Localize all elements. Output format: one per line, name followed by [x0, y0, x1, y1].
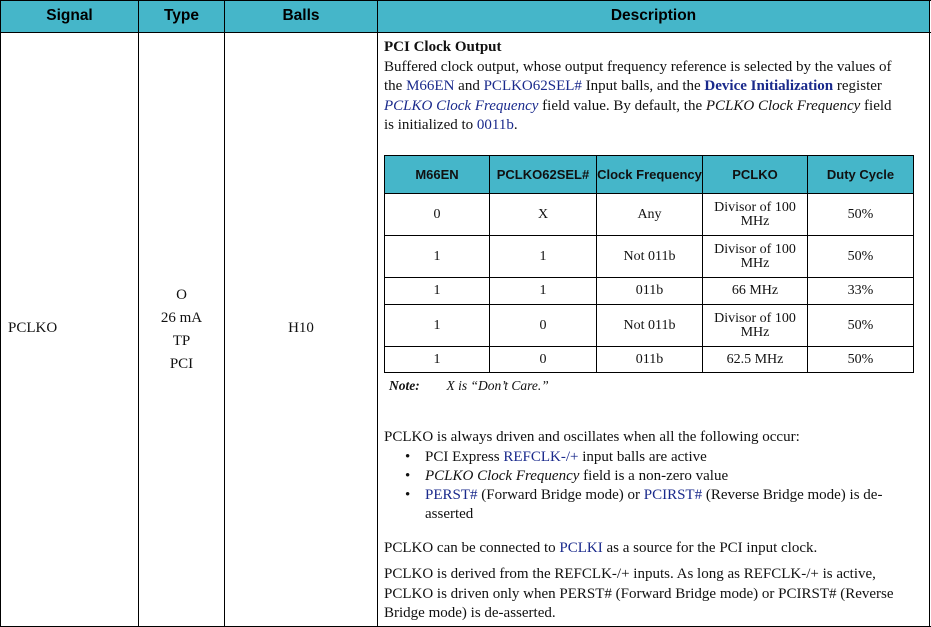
table-cell: 50%	[808, 305, 914, 347]
table-cell: Not 011b	[597, 236, 703, 278]
description-title: PCI Clock Output	[384, 39, 502, 55]
header-signal: Signal	[1, 0, 138, 32]
table-cell: 1	[385, 278, 490, 305]
header-description: Description	[378, 0, 929, 32]
grid-line	[0, 0, 1, 627]
table-cell: 50%	[808, 347, 914, 373]
derived-paragraph: PCLKO is derived from the REFCLK-/+ inputs. As long as REFCLK-/+ is active, PCLKO is driven only when PERST# (Forward Bridge mode) or PCIRST# (Reverse Bridge mode) is de-asserted.	[384, 566, 894, 621]
conditions-block	[384, 428, 904, 524]
pclki-link[interactable]: PCLKI	[559, 540, 603, 556]
table-cell: 011b	[597, 278, 703, 305]
grid-line	[224, 0, 225, 627]
default-value-link[interactable]: 0011b	[476, 117, 514, 133]
table-cell: Divisor of 100 MHz	[703, 194, 808, 236]
table-cell: 0	[490, 347, 597, 373]
m66en-link[interactable]: M66EN	[406, 78, 455, 94]
type-line: PCI	[169, 356, 194, 372]
table-cell: 33%	[808, 278, 914, 305]
table-cell: 62.5 MHz	[703, 347, 808, 373]
grid-line	[377, 0, 378, 627]
table-cell: 0	[385, 194, 490, 236]
balls-cell: H10	[288, 320, 314, 336]
description-intro	[384, 38, 904, 136]
note-label: Note:	[389, 378, 420, 393]
perst-link[interactable]: PERST#	[425, 486, 478, 503]
pclki-paragraph: PCLKO can be connected to PCLKI as a source for the PCI input clock.	[384, 540, 818, 556]
device-initialization-link[interactable]: Device Initialization	[704, 78, 834, 94]
grid-line	[0, 32, 931, 33]
header-balls: Balls	[225, 0, 377, 32]
pclki-paragraph-block	[384, 539, 904, 559]
note-text: X is “Don’t Care.”	[446, 378, 549, 393]
list-item: • PCLKO Clock Frequency field is a non-zero value	[405, 467, 729, 484]
derived-paragraph-block	[384, 565, 904, 624]
table-cell: 66 MHz	[703, 278, 808, 305]
table-row	[385, 236, 914, 278]
list-item: • PERST# (Forward Bridge mode) or PCIRST# (Reverse Bridge mode) is de-asserted	[405, 486, 883, 522]
table-cell: 1	[385, 236, 490, 278]
grid-line	[0, 0, 931, 1]
conditions-intro: PCLKO is always driven and oscillates when all the following occur:	[384, 429, 800, 445]
type-line: O	[176, 287, 187, 303]
table-header: PCLKO	[703, 156, 808, 194]
table-header: PCLKO62SEL#	[490, 156, 597, 194]
type-line: 26 mA	[160, 310, 203, 326]
table-row	[385, 347, 914, 373]
signal-cell: PCLKO	[8, 320, 58, 336]
table-cell: X	[490, 194, 597, 236]
table-cell: 011b	[597, 347, 703, 373]
description-paragraph: Buffered clock output, whose output frequency reference is selected by the values of the M66EN and PCLKO62SEL# Input balls, and the Device Initialization register PCLKO Clock Frequency field value. By default, the PCLKO Clock Frequency field is initialized to 0011b.	[384, 58, 892, 133]
conditions-list	[384, 448, 904, 524]
table-cell: 1	[385, 305, 490, 347]
table-cell: Divisor of 100 MHz	[703, 305, 808, 347]
grid-line	[929, 0, 930, 627]
table-row	[385, 305, 914, 347]
table-header: M66EN	[385, 156, 490, 194]
refclk-link[interactable]: REFCLK-/+	[503, 448, 579, 465]
table-header: Clock Frequency	[597, 156, 703, 194]
pclko62sel-link[interactable]: PCLKO62SEL#	[483, 78, 582, 94]
table-cell: Divisor of 100 MHz	[703, 236, 808, 278]
table-row	[385, 278, 914, 305]
header-type: Type	[139, 0, 224, 32]
table-cell: Not 011b	[597, 305, 703, 347]
clock-frequency-table	[384, 155, 914, 373]
table-cell: 0	[490, 305, 597, 347]
table-cell: 1	[490, 236, 597, 278]
pcirst-link[interactable]: PCIRST#	[643, 486, 703, 503]
type-line: TP	[172, 333, 191, 349]
table-header: Duty Cycle	[808, 156, 914, 194]
table-cell: Any	[597, 194, 703, 236]
table-cell: 1	[490, 278, 597, 305]
table-row	[385, 194, 914, 236]
type-cell	[139, 284, 224, 376]
pclko-clock-frequency-link[interactable]: PCLKO Clock Frequency	[384, 97, 539, 114]
table-note	[389, 378, 549, 394]
table-cell: 1	[385, 347, 490, 373]
table-cell: 50%	[808, 194, 914, 236]
list-item: • PCI Express REFCLK-/+ input balls are active	[405, 448, 707, 465]
table-cell: 50%	[808, 236, 914, 278]
